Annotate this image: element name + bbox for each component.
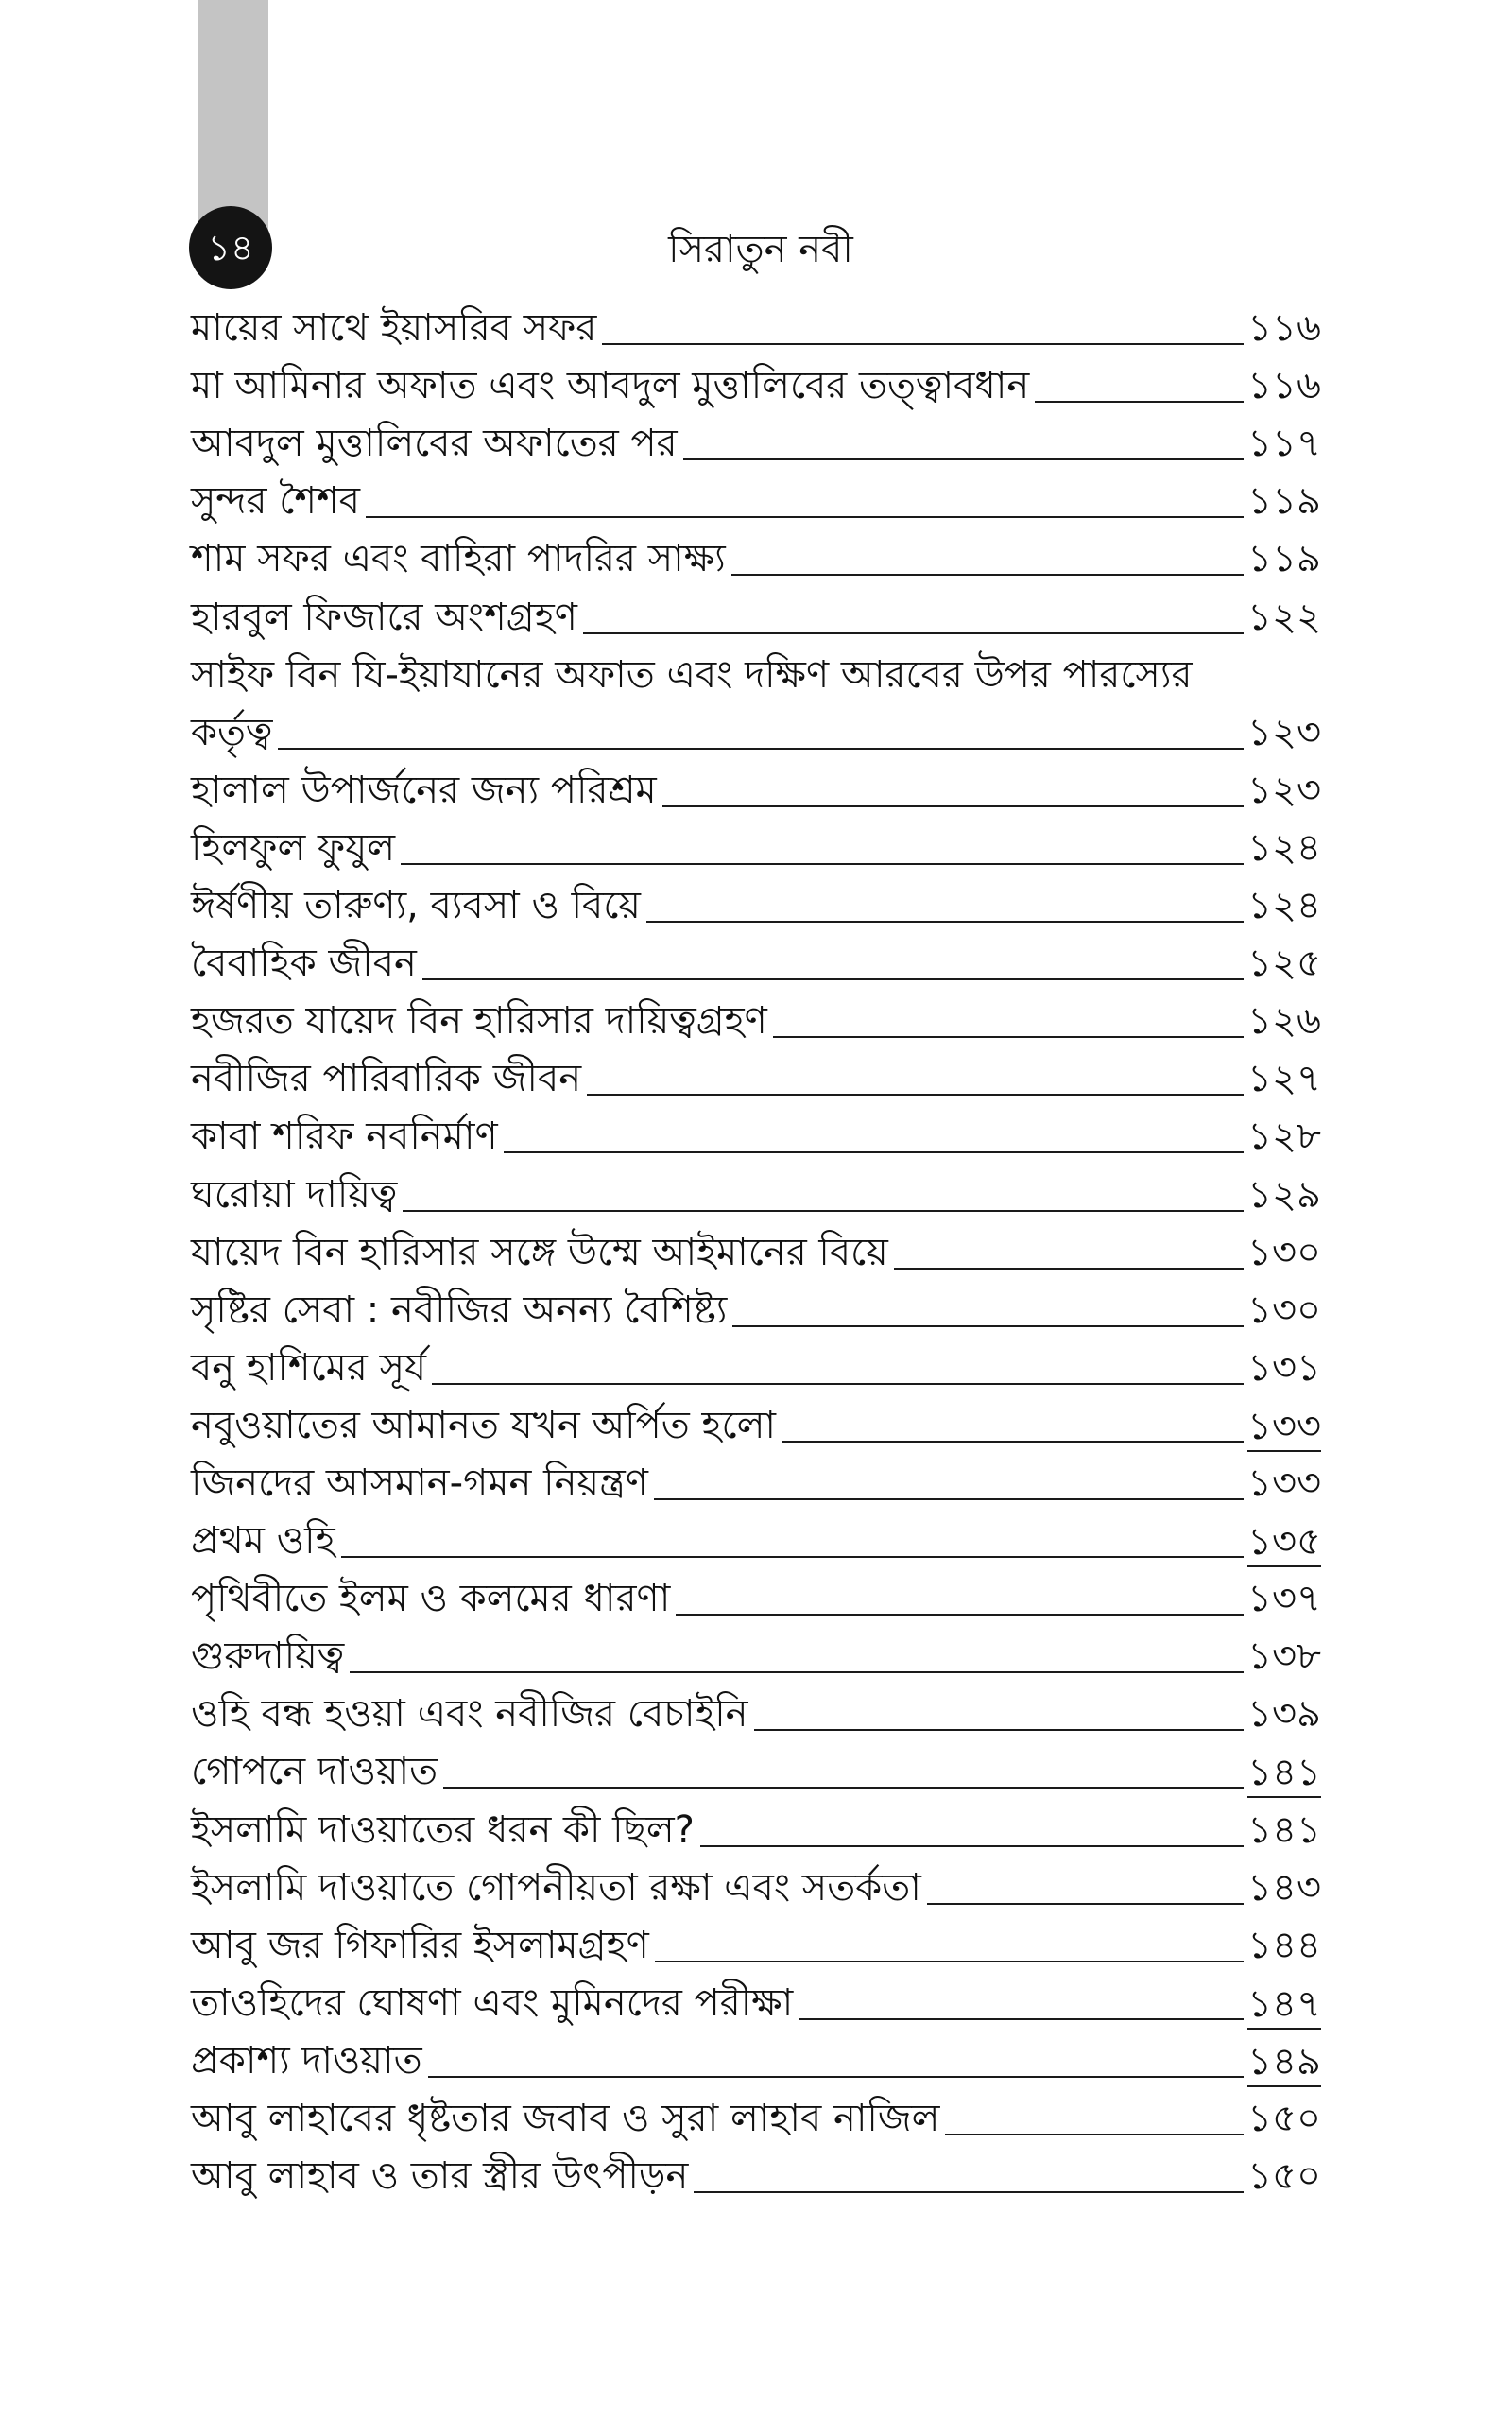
toc-entry[interactable] <box>191 648 1321 705</box>
toc-leader-line <box>683 458 1244 460</box>
toc-entry-title: হিলফুল ফুযুল <box>191 825 396 870</box>
table-of-contents <box>191 301 1321 2206</box>
toc-entry[interactable] <box>191 1283 1321 1340</box>
toc-entry-page: ১১৭ <box>1247 422 1321 466</box>
toc-entry-page: ১৩৩ <box>1247 1403 1321 1452</box>
toc-entry-title: জিনদের আসমান-গমন নিয়ন্ত্রণ <box>191 1461 648 1505</box>
toc-entry-title: মা আমিনার অফাত এবং আবদুল মুত্তালিবের তত্ত্বাবধান <box>191 364 1030 408</box>
toc-entry-title: হজরত যায়েদ বিন হারিসার দায়িত্বগ্রহণ <box>191 999 767 1044</box>
toc-entry-title: আবু জর গিফারির ইসলামগ্রহণ <box>191 1923 649 1967</box>
toc-entry-title: আবু লাহাব ও তার স্ত্রীর উৎপীড়ন <box>191 2154 689 2199</box>
toc-entry-page: ১১৬ <box>1247 306 1321 351</box>
toc-entry[interactable] <box>191 416 1321 474</box>
toc-entry[interactable] <box>191 1398 1321 1456</box>
toc-entry-title: কর্তৃত্ব <box>191 710 273 754</box>
toc-entry[interactable] <box>191 2033 1321 2091</box>
toc-entry[interactable] <box>191 301 1321 358</box>
toc-entry[interactable] <box>191 1109 1321 1167</box>
toc-entry-title: তাওহিদের ঘোষণা এবং মুমিনদের পরীক্ষা <box>191 1980 794 2025</box>
toc-entry-title: কাবা শরিফ নবনির্মাণ <box>191 1115 498 1159</box>
toc-entry-title: শাম সফর এবং বাহিরা পাদরির সাক্ষ্য <box>191 537 726 581</box>
toc-entry-title: পৃথিবীতে ইলম ও কলমের ধারণা <box>191 1577 671 1621</box>
toc-leader-line <box>366 516 1244 518</box>
toc-leader-line <box>782 1441 1244 1443</box>
toc-entry[interactable] <box>191 474 1321 531</box>
toc-entry-title: হালাল উপার্জনের জন্য পরিশ্রম <box>191 768 657 812</box>
toc-leader-line <box>403 1210 1244 1212</box>
toc-entry[interactable] <box>191 1456 1321 1513</box>
toc-leader-line <box>350 1671 1244 1673</box>
toc-entry-page: ১৪১ <box>1247 1749 1321 1798</box>
toc-entry[interactable] <box>191 1802 1321 1859</box>
toc-entry-page: ১৪৩ <box>1247 1865 1321 1910</box>
toc-entry-title: নবীজির পারিবারিক জীবন <box>191 1057 582 1101</box>
toc-entry-page: ১২৮ <box>1247 1115 1321 1159</box>
toc-entry-page: ১৩৮ <box>1247 1634 1321 1679</box>
toc-entry[interactable] <box>191 821 1321 878</box>
toc-entry-page: ১৩০ <box>1247 1230 1321 1274</box>
toc-entry-page: ১২৪ <box>1247 825 1321 870</box>
page-number-badge: ১৪ <box>189 206 272 289</box>
toc-entry-page: ১৩৭ <box>1247 1577 1321 1621</box>
toc-entry-page: ১৩১ <box>1247 1345 1321 1390</box>
toc-leader-line <box>646 921 1244 923</box>
toc-leader-line <box>694 2191 1244 2193</box>
toc-leader-line <box>583 632 1244 634</box>
toc-leader-line <box>754 1729 1245 1731</box>
toc-entry-page: ১১৯ <box>1247 479 1321 524</box>
toc-entry-title: সুন্দর শৈশব <box>191 479 361 524</box>
toc-entry-title: ইসলামি দাওয়াতে গোপনীয়তা রক্ষা এবং সতর্কতা <box>191 1865 921 1910</box>
toc-entry[interactable] <box>191 358 1321 416</box>
toc-entry-page: ১২৬ <box>1247 999 1321 1044</box>
toc-entry-page: ১২২ <box>1247 595 1321 639</box>
toc-entry-page: ১২৪ <box>1247 884 1321 928</box>
toc-entry[interactable] <box>191 878 1321 936</box>
toc-entry-title: সৃষ্টির সেবা : নবীজির অনন্য বৈশিষ্ট্য <box>191 1288 728 1332</box>
toc-leader-line <box>945 2134 1244 2135</box>
toc-entry[interactable] <box>191 2149 1321 2206</box>
toc-entry[interactable] <box>191 1686 1321 1744</box>
toc-leader-line <box>676 1614 1244 1616</box>
toc-entry-title: ঈর্ষণীয় তারুণ্য, ব্যবসা ও বিয়ে <box>191 884 641 928</box>
toc-entry-page: ১২৩ <box>1247 768 1321 812</box>
toc-entry-title: গুরুদায়িত্ব <box>191 1634 345 1679</box>
toc-entry-title: ইসলামি দাওয়াতের ধরন কী ছিল? <box>191 1807 695 1852</box>
toc-leader-line <box>422 978 1244 980</box>
toc-entry-page: ১৩৩ <box>1247 1461 1321 1505</box>
toc-leader-line <box>894 1268 1244 1270</box>
toc-leader-line <box>602 343 1244 345</box>
page-edge-tab <box>198 0 268 233</box>
toc-leader-line <box>927 1903 1244 1905</box>
toc-entry-page: ১১৯ <box>1247 537 1321 581</box>
toc-entry-page: ১৪১ <box>1247 1807 1321 1852</box>
toc-entry[interactable] <box>191 1513 1321 1571</box>
toc-leader-line <box>443 1787 1244 1789</box>
toc-entry-title: সাইফ বিন যি-ইয়াযানের অফাত এবং দক্ষিণ আরবের উপর পারস্যের <box>191 652 1193 697</box>
toc-entry[interactable] <box>191 994 1321 1051</box>
toc-entry[interactable] <box>191 531 1321 589</box>
toc-entry-title: মায়ের সাথে ইয়াসরিব সফর <box>191 306 597 351</box>
toc-leader-line <box>504 1151 1244 1153</box>
toc-entry-page: ১৪৪ <box>1247 1923 1321 1967</box>
toc-entry-title: নবুওয়াতের আমানত যখন অর্পিত হলো <box>191 1403 776 1447</box>
toc-entry-page: ১২৩ <box>1247 710 1321 754</box>
toc-entry-title: বনু হাশিমের সূর্য <box>191 1345 427 1390</box>
toc-entry[interactable] <box>191 1167 1321 1224</box>
toc-leader-line <box>654 1498 1244 1500</box>
toc-entry-page: ১২৭ <box>1247 1057 1321 1101</box>
toc-leader-line <box>432 1383 1244 1385</box>
toc-entry-page: ১৫০ <box>1247 2154 1321 2199</box>
toc-leader-line <box>278 748 1244 750</box>
toc-entry-title: ওহি বন্ধ হওয়া এবং নবীজির বেচাইনি <box>191 1692 748 1737</box>
toc-entry-page: ১৪৭ <box>1247 1980 1321 2030</box>
toc-leader-line <box>428 2076 1244 2078</box>
toc-entry-title: হারবুল ফিজারে অংশগ্রহণ <box>191 595 577 639</box>
toc-entry[interactable] <box>191 1918 1321 1976</box>
toc-entry-page: ১২৫ <box>1247 942 1321 986</box>
toc-entry-page: ১৩৫ <box>1247 1518 1321 1567</box>
toc-entry-page: ১১৬ <box>1247 364 1321 408</box>
toc-entry-title: আবদুল মুত্তালিবের অফাতের পর <box>191 422 678 466</box>
toc-entry[interactable] <box>191 589 1321 647</box>
toc-entry-title: যায়েদ বিন হারিসার সঙ্গে উম্মে আইমানের বিয়ে <box>191 1230 888 1274</box>
toc-entry-title: প্রথম ওহি <box>191 1519 335 1564</box>
toc-entry-title: ঘরোয়া দায়িত্ব <box>191 1172 398 1217</box>
toc-entry-page: ১৩৯ <box>1247 1692 1321 1737</box>
toc-entry-page: ১২৯ <box>1247 1172 1321 1217</box>
toc-leader-line <box>799 2018 1244 2020</box>
toc-entry[interactable] <box>191 1744 1321 1802</box>
toc-entry-title: প্রকাশ্য দাওয়াত <box>191 2038 422 2083</box>
toc-leader-line <box>587 1094 1244 1096</box>
toc-entry-title: গোপনে দাওয়াত <box>191 1750 438 1794</box>
running-title: সিরাতুন নবী <box>668 228 853 271</box>
toc-entry[interactable] <box>191 1976 1321 2033</box>
toc-leader-line <box>732 1325 1244 1327</box>
toc-leader-line <box>662 805 1244 807</box>
toc-entry-page: ১৫০ <box>1247 2097 1321 2140</box>
toc-entry[interactable] <box>191 1571 1321 1629</box>
toc-leader-line <box>1035 401 1244 403</box>
toc-entry-title: আবু লাহাবের ধৃষ্টতার জবাব ও সুরা লাহাব নাজিল <box>191 2097 940 2140</box>
toc-entry[interactable] <box>191 763 1321 821</box>
toc-leader-line <box>773 1036 1244 1038</box>
toc-leader-line <box>401 863 1244 865</box>
toc-entry[interactable] <box>191 1051 1321 1109</box>
toc-entry-title: বৈবাহিক জীবন <box>191 942 417 986</box>
toc-entry-page: ১৪৯ <box>1247 2038 1321 2087</box>
toc-entry[interactable] <box>191 1860 1321 1918</box>
toc-leader-line <box>700 1845 1244 1847</box>
toc-entry[interactable] <box>191 705 1321 763</box>
toc-leader-line <box>655 1961 1244 1962</box>
toc-entry[interactable] <box>191 1340 1321 1398</box>
toc-entry-page: ১৩০ <box>1247 1288 1321 1332</box>
toc-entry[interactable] <box>191 1629 1321 1686</box>
toc-leader-line <box>341 1556 1244 1558</box>
toc-entry[interactable] <box>191 1225 1321 1283</box>
toc-leader-line <box>731 574 1244 576</box>
toc-entry[interactable] <box>191 2091 1321 2149</box>
toc-entry[interactable] <box>191 936 1321 994</box>
